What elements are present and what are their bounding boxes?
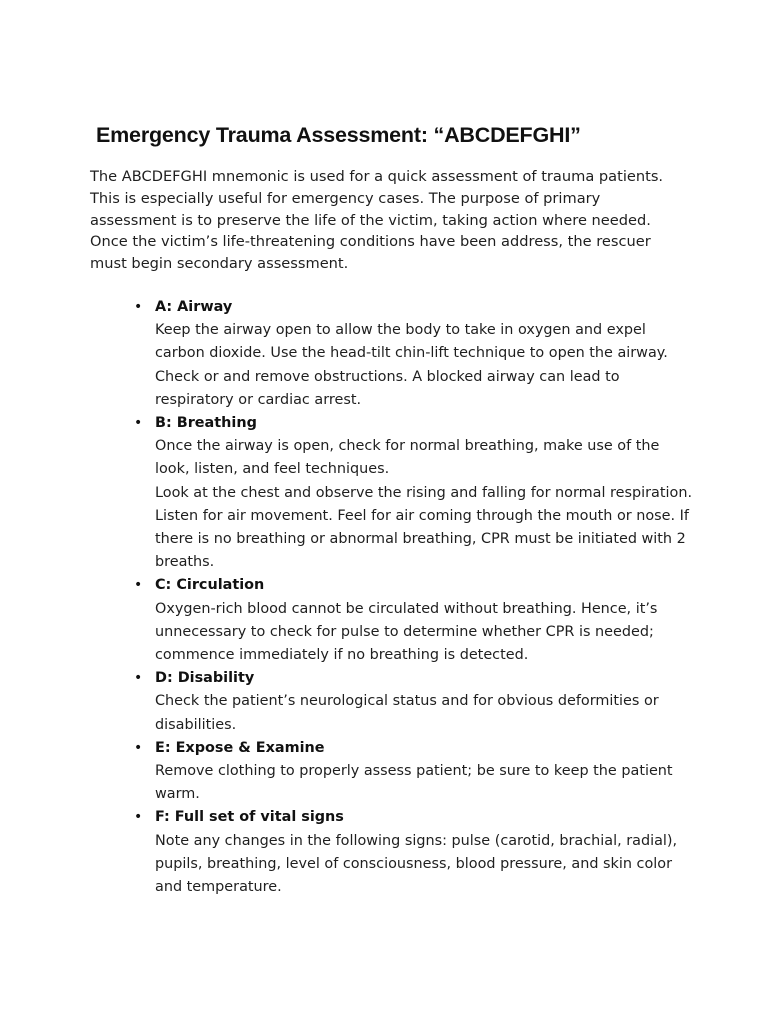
item-heading: B: Breathing (155, 415, 257, 432)
item-description: Note any changes in the following signs: pulse (carotid, brachial, radial), pupils, breathing, level of consciousness, blood pressure, and skin color and temperature. (155, 832, 678, 896)
intro-paragraph: The ABCDEFGHI mnemonic is used for a quick assessment of trauma patients. This is especially useful for emergency cases. The purpose of primary assessment is to preserve the life of the victim, taking action where needed. Once the victim’s life-threatening conditions have been address, the rescuer must begin secondary assessment. (90, 168, 664, 273)
list-item-disability (134, 667, 695, 737)
list-item-breathing (134, 412, 695, 574)
list-item-circulation (134, 574, 695, 667)
bullet-icon: • (134, 670, 143, 687)
item-heading: C: Circulation (155, 577, 265, 594)
item-description: Once the airway is open, check for normal breathing, make use of the look, listen, and feel techniques. (155, 438, 660, 478)
item-heading: A: Airway (155, 299, 233, 315)
item-description: Remove clothing to properly assess patient; be sure to keep the patient warm. (155, 763, 673, 803)
bullet-icon: • (134, 809, 143, 826)
item-heading: D: Disability (155, 670, 255, 687)
list-item-expose-examine (134, 737, 695, 807)
item-description: Keep the airway open to allow the body to take in oxygen and expel carbon dioxide. Use the head-tilt chin-lift technique to open the airway. Check or and remove obstructions. A blocked airway can lead to respiratory or cardiac arrest. (155, 322, 668, 408)
document-title: Emergency Trauma Assessment: “ABCDEFGHI” (96, 123, 581, 147)
bullet-icon: • (134, 299, 143, 315)
bullet-icon: • (134, 577, 143, 594)
list-item-vital-signs (134, 806, 695, 899)
item-description: Look at the chest and observe the rising and falling for normal respiration. Listen for air movement. Feel for air coming through the mouth or nose. If there is no breathing or abnormal breathing, CPR must be initiated with 2 breaths. (155, 484, 693, 571)
bullet-icon: • (134, 415, 143, 432)
bullet-icon: • (134, 739, 143, 756)
item-heading: F: Full set of vital signs (155, 809, 344, 826)
item-description: Check the patient’s neurological status and for obvious deformities or disabilities. (155, 693, 659, 733)
list-item-airway (134, 296, 695, 412)
item-heading: E: Expose & Examine (155, 739, 325, 756)
assessment-list (134, 296, 695, 899)
item-description: Oxygen-rich blood cannot be circulated without breathing. Hence, it’s unnecessary to check for pulse to determine whether CPR is needed; commence immediately if no breathing is detected. (155, 600, 658, 664)
